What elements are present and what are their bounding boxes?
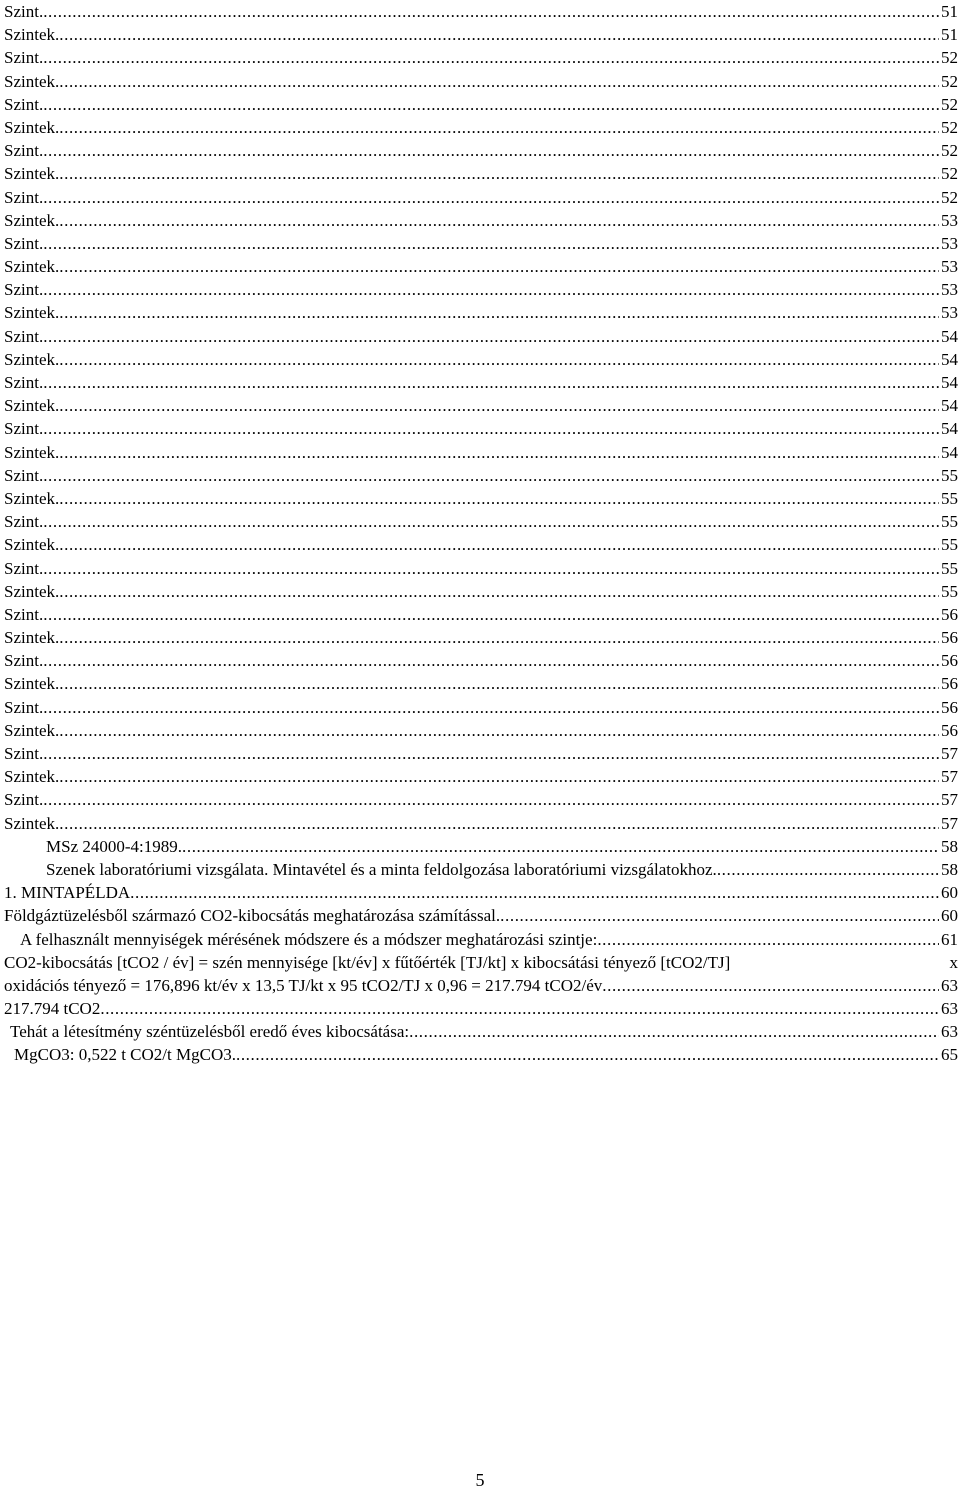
toc-entry-title: MSz 24000-4:1989. [46,836,182,856]
toc-entry-page: 52 [941,94,958,114]
toc-entry-page: 53 [941,303,958,323]
toc-entry[interactable] [4,580,958,603]
toc-entry-page: 63 [941,1022,958,1042]
toc-dot-leader [59,255,939,278]
toc-entry-page: 53 [941,280,958,300]
toc-dot-leader [43,0,939,23]
toc-entry-title: Szintek. [4,813,60,833]
toc-entry-page: 54 [941,326,958,346]
toc-entry-title: Szint. [4,651,44,671]
toc-entry[interactable] [4,719,958,742]
toc-entry[interactable] [4,93,958,116]
toc-entry-title: Szintek. [4,581,60,601]
toc-entry[interactable] [4,533,958,556]
toc-dot-leader [43,742,939,765]
toc-dot-leader [59,23,939,46]
toc-entry-page: 52 [941,164,958,184]
toc-entry-title: Szint. [4,419,44,439]
toc-dot-leader [602,974,939,997]
toc-dot-leader [59,719,939,742]
toc-entry[interactable] [4,70,958,93]
toc-entry[interactable] [4,278,958,301]
toc-entry[interactable] [4,325,958,348]
toc-entry-page: 61 [941,929,958,949]
toc-dot-leader [59,348,939,371]
toc-entry-title: 217.794 tCO2 [4,999,101,1019]
toc-entry-page: 54 [941,396,958,416]
toc-entry-title: Szintek. [4,767,60,787]
toc-dot-leader [59,626,939,649]
toc-entry-page: 54 [941,373,958,392]
toc-dot-leader [59,441,939,464]
toc-entry-title: Szint. [4,48,44,68]
toc-entry[interactable] [4,510,958,533]
toc-entry-page: 57 [941,767,958,787]
table-of-contents [4,0,958,1067]
toc-entry-page: 58 [941,836,958,856]
toc-entry[interactable] [4,46,958,69]
toc-dot-leader [43,371,939,394]
toc-entry[interactable] [4,904,958,927]
toc-entry-title: Szintek. [4,349,60,369]
toc-entry[interactable] [4,464,958,487]
toc-entry-title: Szintek. [4,720,60,740]
toc-entry-page: 57 [941,813,958,833]
toc-entry[interactable] [4,232,958,255]
page-number: 5 [475,1470,485,1490]
toc-entry-page: 56 [941,628,958,648]
toc-entry-page: 57 [941,790,958,810]
toc-dot-leader [43,417,939,440]
toc-entry-page: 56 [941,651,958,671]
toc-dot-leader [59,580,939,603]
toc-entry-page: 55 [941,581,958,601]
toc-entry-title: MgCO3: 0,522 t CO2/t MgCO3. [14,1045,236,1065]
toc-entry-title: Szintek. [4,25,60,45]
toc-entry[interactable] [4,649,958,672]
toc-entry-page: 54 [941,349,958,369]
toc-entry[interactable] [4,626,958,649]
toc-entry[interactable] [4,186,958,209]
toc-entry-title: Szintek. [4,442,60,462]
toc-entry-page: 60 [941,883,958,903]
toc-entry-page: 58 [941,859,958,879]
toc-entry-title: Földgáztüzelésből származó CO2-kibocsátás meghatározása számítással. [4,906,501,926]
toc-entry-page: 51 [941,25,958,45]
toc-entry-page: 65 [941,1045,958,1065]
toc-entry-page: 60 [941,906,958,926]
toc-dot-leader [43,93,939,116]
toc-entry-page: 54 [941,419,958,439]
toc-entry-title: Szintek. [4,396,60,416]
toc-entry-title: Szint. [4,373,44,392]
toc-dot-leader [43,186,939,209]
toc-entry[interactable] [4,881,958,904]
toc-entry-title: Szint. [4,744,44,763]
toc-entry-title: Szintek. [4,535,60,555]
toc-entry[interactable] [4,255,958,278]
toc-dot-leader [59,765,939,788]
toc-entry-title: Szint. [4,2,44,21]
toc-entry[interactable] [4,997,958,1020]
toc-entry-title: Szintek. [4,303,60,323]
toc-entry-page: 55 [941,558,958,578]
toc-dot-leader [43,46,939,69]
toc-entry-title: Tehát a létesítmény széntüzelésből eredő éves kibocsátása: [10,1022,410,1042]
toc-entry-page: 52 [941,117,958,137]
toc-entry-page: 52 [941,187,958,207]
toc-dot-leader [59,672,939,695]
toc-entry-page: 57 [941,744,958,763]
toc-entry-title: Szintek. [4,674,60,694]
toc-entry-title: Szintek. [4,210,60,230]
toc-entry[interactable] [4,116,958,139]
toc-dot-leader [59,487,939,510]
toc-entry-title: Szint. [4,141,44,161]
toc-entry[interactable] [4,858,958,881]
toc-entry-title: Szint. [4,94,44,114]
toc-dot-leader [597,928,939,951]
toc-entry-page: 56 [941,697,958,717]
toc-entry-title: Szintek. [4,488,60,508]
toc-entry[interactable] [4,835,958,858]
toc-dot-leader [59,209,939,232]
toc-dot-leader [43,603,939,626]
toc-entry[interactable] [4,672,958,695]
toc-entry-page: 63 [941,975,958,995]
toc-entry-page: 51 [941,2,958,21]
toc-entry-page: 52 [941,71,958,91]
toc-entry-page: 55 [941,465,958,485]
toc-entry[interactable] [4,557,958,580]
toc-entry-title: Szint. [4,280,44,300]
toc-entry[interactable] [4,487,958,510]
toc-entry[interactable] [4,951,958,974]
toc-entry[interactable] [4,696,958,719]
toc-dot-leader [43,557,939,580]
toc-entry-page: 55 [941,512,958,532]
toc-entry-title: Szintek. [4,164,60,184]
toc-entry[interactable] [4,139,958,162]
toc-entry-title: Szintek. [4,71,60,91]
toc-entry-title: Szint. [4,697,44,717]
toc-entry[interactable] [4,162,958,185]
toc-entry[interactable] [4,371,958,394]
toc-entry-page: 52 [941,48,958,68]
toc-entry-title: Szintek. [4,628,60,648]
toc-dot-leader [182,835,939,858]
toc-entry-page: 52 [941,141,958,161]
toc-dot-leader [43,788,939,811]
toc-entry[interactable] [4,928,958,951]
toc-entry-title: CO2-kibocsátás [tCO2 / év] = szén mennyisége [kt/év] x fűtőérték [TJ/kt] x kibocsátási tényező [tCO2/TJ] [4,952,731,972]
toc-entry[interactable] [4,417,958,440]
toc-dot-leader [43,232,939,255]
toc-entry-title: Szint. [4,233,44,253]
toc-entry-page: x [949,952,958,972]
toc-dot-leader [43,139,939,162]
toc-dot-leader [59,116,939,139]
toc-dot-leader [500,904,939,927]
toc-entry[interactable] [4,1020,958,1043]
toc-entry[interactable] [4,974,958,997]
toc-dot-leader [43,696,939,719]
toc-entry-title: Szenek laboratóriumi vizsgálata. Mintavétel és a minta feldolgozása laboratóriumi vizsgálatokhoz. [46,859,717,879]
toc-entry-page: 53 [941,210,958,230]
toc-entry-title: Szint. [4,604,44,624]
toc-entry[interactable] [4,394,958,417]
toc-entry-title: Szint. [4,187,44,207]
toc-entry-page: 56 [941,674,958,694]
toc-entry[interactable] [4,209,958,232]
toc-entry[interactable] [4,23,958,46]
toc-entry-page: 56 [941,604,958,624]
toc-entry-page: 56 [941,720,958,740]
toc-entry-title: Szint. [4,326,44,346]
toc-entry-title: 1. MINTAPÉLDA [4,883,131,903]
toc-dot-leader [100,997,939,1020]
toc-entry-page: 63 [941,999,958,1019]
toc-entry-title: Szint. [4,465,44,485]
toc-entry[interactable] [4,742,958,765]
toc-entry-title: Szintek. [4,117,60,137]
toc-entry-title: Szintek. [4,257,60,277]
toc-entry[interactable] [4,765,958,788]
toc-entry[interactable] [4,348,958,371]
toc-dot-leader [236,1043,939,1066]
toc-entry-title: Szint. [4,512,44,532]
toc-entry[interactable] [4,1043,958,1066]
toc-entry[interactable] [4,301,958,324]
toc-dot-leader [409,1020,939,1043]
toc-entry[interactable] [4,0,958,23]
toc-entry-title: oxidációs tényező = 176,896 kt/év x 13,5 TJ/kt x 95 tCO2/TJ x 0,96 = 217.794 tCO2/év [4,975,603,995]
toc-entry-title: Szint. [4,790,44,810]
toc-dot-leader [130,881,939,904]
toc-dot-leader [43,278,939,301]
toc-dot-leader [59,394,939,417]
toc-dot-leader [43,510,939,533]
toc-entry-title: Szint. [4,558,44,578]
toc-dot-leader [59,301,939,324]
toc-entry[interactable] [4,441,958,464]
toc-entry-page: 55 [941,488,958,508]
toc-dot-leader [43,464,939,487]
toc-entry[interactable] [4,812,958,835]
toc-entry-title: A felhasznált mennyiségek mérésének módszere és a módszer meghatározási szintje: [20,929,598,949]
toc-entry-page: 54 [941,442,958,462]
toc-entry-page: 53 [941,233,958,253]
toc-dot-leader [43,649,939,672]
toc-dot-leader [59,70,939,93]
toc-dot-leader [717,858,939,881]
toc-dot-leader [59,533,939,556]
toc-entry-page: 53 [941,257,958,277]
toc-dot-leader [43,325,939,348]
toc-entry[interactable] [4,603,958,626]
toc-entry-page: 55 [941,535,958,555]
toc-dot-leader [59,162,939,185]
toc-entry[interactable] [4,788,958,811]
toc-dot-leader [59,812,939,835]
